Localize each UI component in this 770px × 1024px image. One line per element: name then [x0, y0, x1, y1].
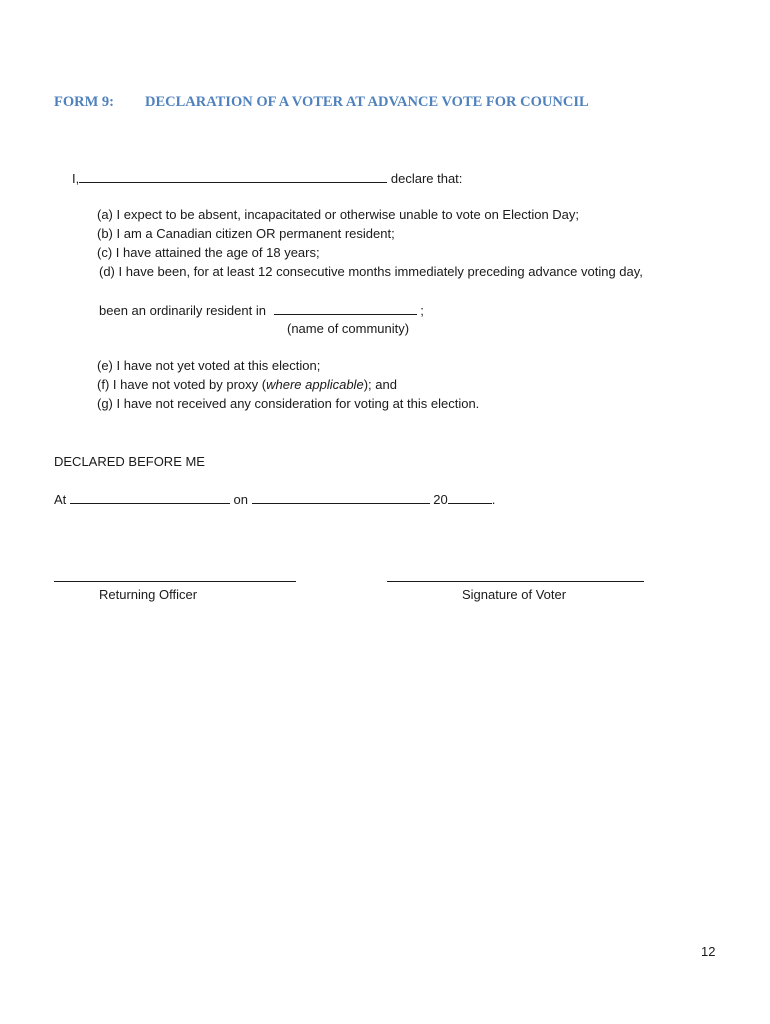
declarant-name-blank[interactable] — [79, 170, 387, 183]
declared-label: DECLARED BEFORE ME — [54, 454, 205, 469]
year-blank[interactable] — [448, 491, 492, 504]
voter-signature-label: Signature of Voter — [462, 587, 567, 602]
list-item — [97, 207, 579, 222]
item-marker: (g) — [97, 396, 113, 411]
list-item — [99, 264, 643, 279]
item-marker: (b) — [97, 226, 113, 241]
returning-officer-signature-line[interactable] — [54, 581, 296, 582]
item-marker: (f) — [97, 377, 110, 392]
item-text-before: I have not voted by proxy ( — [112, 377, 267, 392]
residency-terminator: ; — [420, 303, 424, 318]
item-marker: (a) — [97, 207, 113, 222]
list-item — [97, 245, 320, 260]
residency-line — [99, 302, 424, 318]
returning-officer-label: Returning Officer — [99, 587, 198, 602]
item-text: I am a Canadian citizen OR permanent resident; — [116, 226, 395, 241]
item-marker: (e) — [97, 358, 113, 373]
declarant-suffix: declare that: — [390, 171, 463, 186]
item-marker: (c) — [97, 245, 113, 260]
item-text: I have not yet voted at this election; — [116, 358, 321, 373]
place-blank[interactable] — [70, 491, 230, 504]
item-text-after: ); and — [363, 377, 397, 392]
date-blank[interactable] — [252, 491, 430, 504]
page-number: 12 — [701, 944, 716, 959]
item-text — [113, 377, 397, 392]
item-text: I have not received any consideration for voting at this election. — [116, 396, 480, 411]
declarant-line — [72, 170, 462, 186]
item-text: I have attained the age of 18 years; — [115, 245, 320, 260]
residency-text: been an ordinarily resident in — [99, 303, 266, 318]
year-end: . — [491, 492, 496, 507]
form-title: DECLARATION OF A VOTER AT ADVANCE VOTE FOR COUNCIL — [145, 94, 589, 110]
on-label: on — [233, 492, 249, 507]
list-item — [97, 358, 320, 373]
at-label: At — [54, 492, 67, 507]
declarant-prefix: I, — [72, 171, 80, 186]
item-text: I have been, for at least 12 consecutive months immediately preceding advance voting day, — [118, 264, 643, 279]
declared-place-date-line — [54, 491, 495, 507]
voter-signature-line[interactable] — [387, 581, 644, 582]
community-blank[interactable] — [274, 302, 417, 315]
list-item — [97, 226, 395, 241]
item-text-italic: where applicable — [266, 377, 364, 392]
form-number: FORM 9: — [54, 94, 114, 110]
list-item — [97, 396, 479, 411]
item-text: I expect to be absent, incapacitated or otherwise unable to vote on Election Day; — [116, 207, 580, 222]
list-item — [97, 377, 397, 392]
community-caption: (name of community) — [287, 321, 410, 336]
item-marker: (d) — [99, 264, 115, 279]
year-prefix: 20 — [433, 492, 448, 507]
